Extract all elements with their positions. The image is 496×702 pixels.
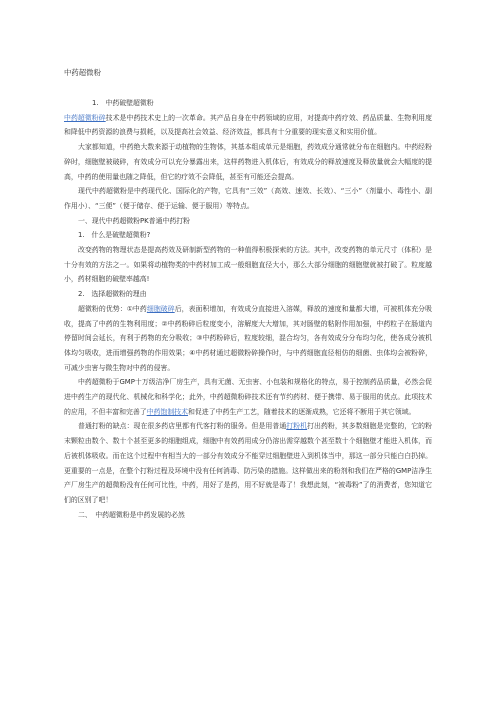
paragraph-7	[64, 419, 432, 507]
paragraph-4: 改变药物的物理状态是提高药效及研制新型药物的一种值得积极探索的方法。其中，改变药物的单元尺寸（体积）是十分有效的方法之一。如果将动植物类的中药材加工成一般细胞直径大小，那么大部分细胞的细胞壁就被打破了。粒度越小，药材细胞的破壁率越高!	[64, 246, 432, 284]
subheading-1-1: 1. 什么是破壁超微粉?	[78, 231, 151, 240]
link-grinding-machine[interactable]: 打粉机	[286, 422, 308, 431]
section-heading-1: 一、现代中药超微粉PK普通中药打粉	[78, 216, 191, 225]
paragraph-2: 大家都知道，中药绝大数来源于动植物的生物体，其基本组成单元是细胞，药效成分通常就分布在细胞内。中药经粉碎时，细胞壁被破碎，有效成分可以充分暴露出来，这样药物进入机体后，有效成分的释放速度及释放量就会大幅度的提高，中药的使用量也随之降低，但它的疗效不会降低，甚至有可能还会提高。	[64, 143, 432, 181]
paragraph-7-before: 普通打粉的缺点：现在很多药店里都有代客打粉的服务。但是用普通	[78, 422, 287, 431]
document-title: 中药超微粉	[64, 68, 101, 77]
paragraph-1	[64, 111, 432, 140]
paragraph-5-after: 后，表面积增加，有效成分直接进入溶媒，释放的速度和量都大增，可被机体充分吸收，提高了中药的生物利用度；②中药粉碎后粒度变小，溶解度大大增加，其对肠壁的粘附作用加强，中药粒子在肠道内停留时间会延长，有利于药物的充分吸收；③中药粉碎后，粒度较细，混合均匀，各有效成分分布均匀化，使各成分被机体均匀吸收，进而增强药物的作用效果；④中药材通过超微粉碎操作时，与中药细胞直径相仿的细菌、虫体均会被粉碎，可减少虫害与微生物对中药的侵害。	[64, 304, 432, 372]
link-micro-grinding[interactable]: 中药超微粉碎	[64, 113, 106, 122]
paragraph-6-after: 和促进了中药生产工艺，随着技术的逐渐成熟，它还将不断用于其它领域。	[188, 407, 416, 416]
section-heading-2: 二、 中药超微粉是中药发展的必然	[78, 510, 185, 519]
link-cell-breaking[interactable]: 细胞破碎	[146, 304, 175, 313]
paragraph-5-before: 超微粉的优势：①中药	[78, 304, 147, 313]
paragraph-6-before: 中药超微粉于GMP十万级洁净厂房生产，具有无菌、无虫害、小包装和规格化的特点，易于控制药品质量，必然会促进中药生产的现代化、机械化和科学化；此外，中药超微粉碎技术还有节约药材、便于携带、易于服用的优点。此项技术的应用，不但丰富和完善了	[64, 378, 432, 416]
heading-1: 1. 中药破壁超微粉	[92, 99, 154, 107]
paragraph-7-after: 打出药粉，其多数细胞是完整的，它的粉末颗粒由数个、数十个甚至更多的细胞组成，细胞中有效药用成分仍溶出需穿越数个甚至数十个细胞壁才能进入机体，而后被机体吸收。而在这个过程中有相当大的一部分有效成分不能穿过细胞壁进入到机体当中，那这一部分只能白白扔掉。更重要的一点是，在整个打粉过程及环境中没有任何消毒、防污染的措施。这样做出来的粉剂和我们在严格的GMP洁净生产厂房生产的超微粉没有任何可比性，中药，用好了是药，用不好就是毒了！我想此刻，“被毒粉”了的消费者，您知道它们的区别了吧！	[64, 422, 433, 504]
link-processing-technique[interactable]: 中药饱制技术	[146, 407, 189, 416]
paragraph-6	[64, 375, 432, 419]
paragraph-3: 现代中药超微粉是中药现代化、国际化的产物，它具有“三效”（高效、速效、长效）、“三小”（剂量小、毒性小、副作用小）、“三便”（便于储存、便于运输、便于服用）等特点。	[64, 187, 432, 210]
subheading-1-2: 2. 选择超微粉的理由	[78, 290, 147, 299]
paragraph-1-text: 技术是中药技术史上的一次革命。其产品自身在中药领域的应用，对提高中药疗效、药品质量、生物利用度和降低中药资源的浪费与损耗，以及提高社会效益、经济效益，都具有十分重要的现实意义和实用价值。	[64, 113, 433, 137]
paragraph-5	[64, 302, 432, 376]
